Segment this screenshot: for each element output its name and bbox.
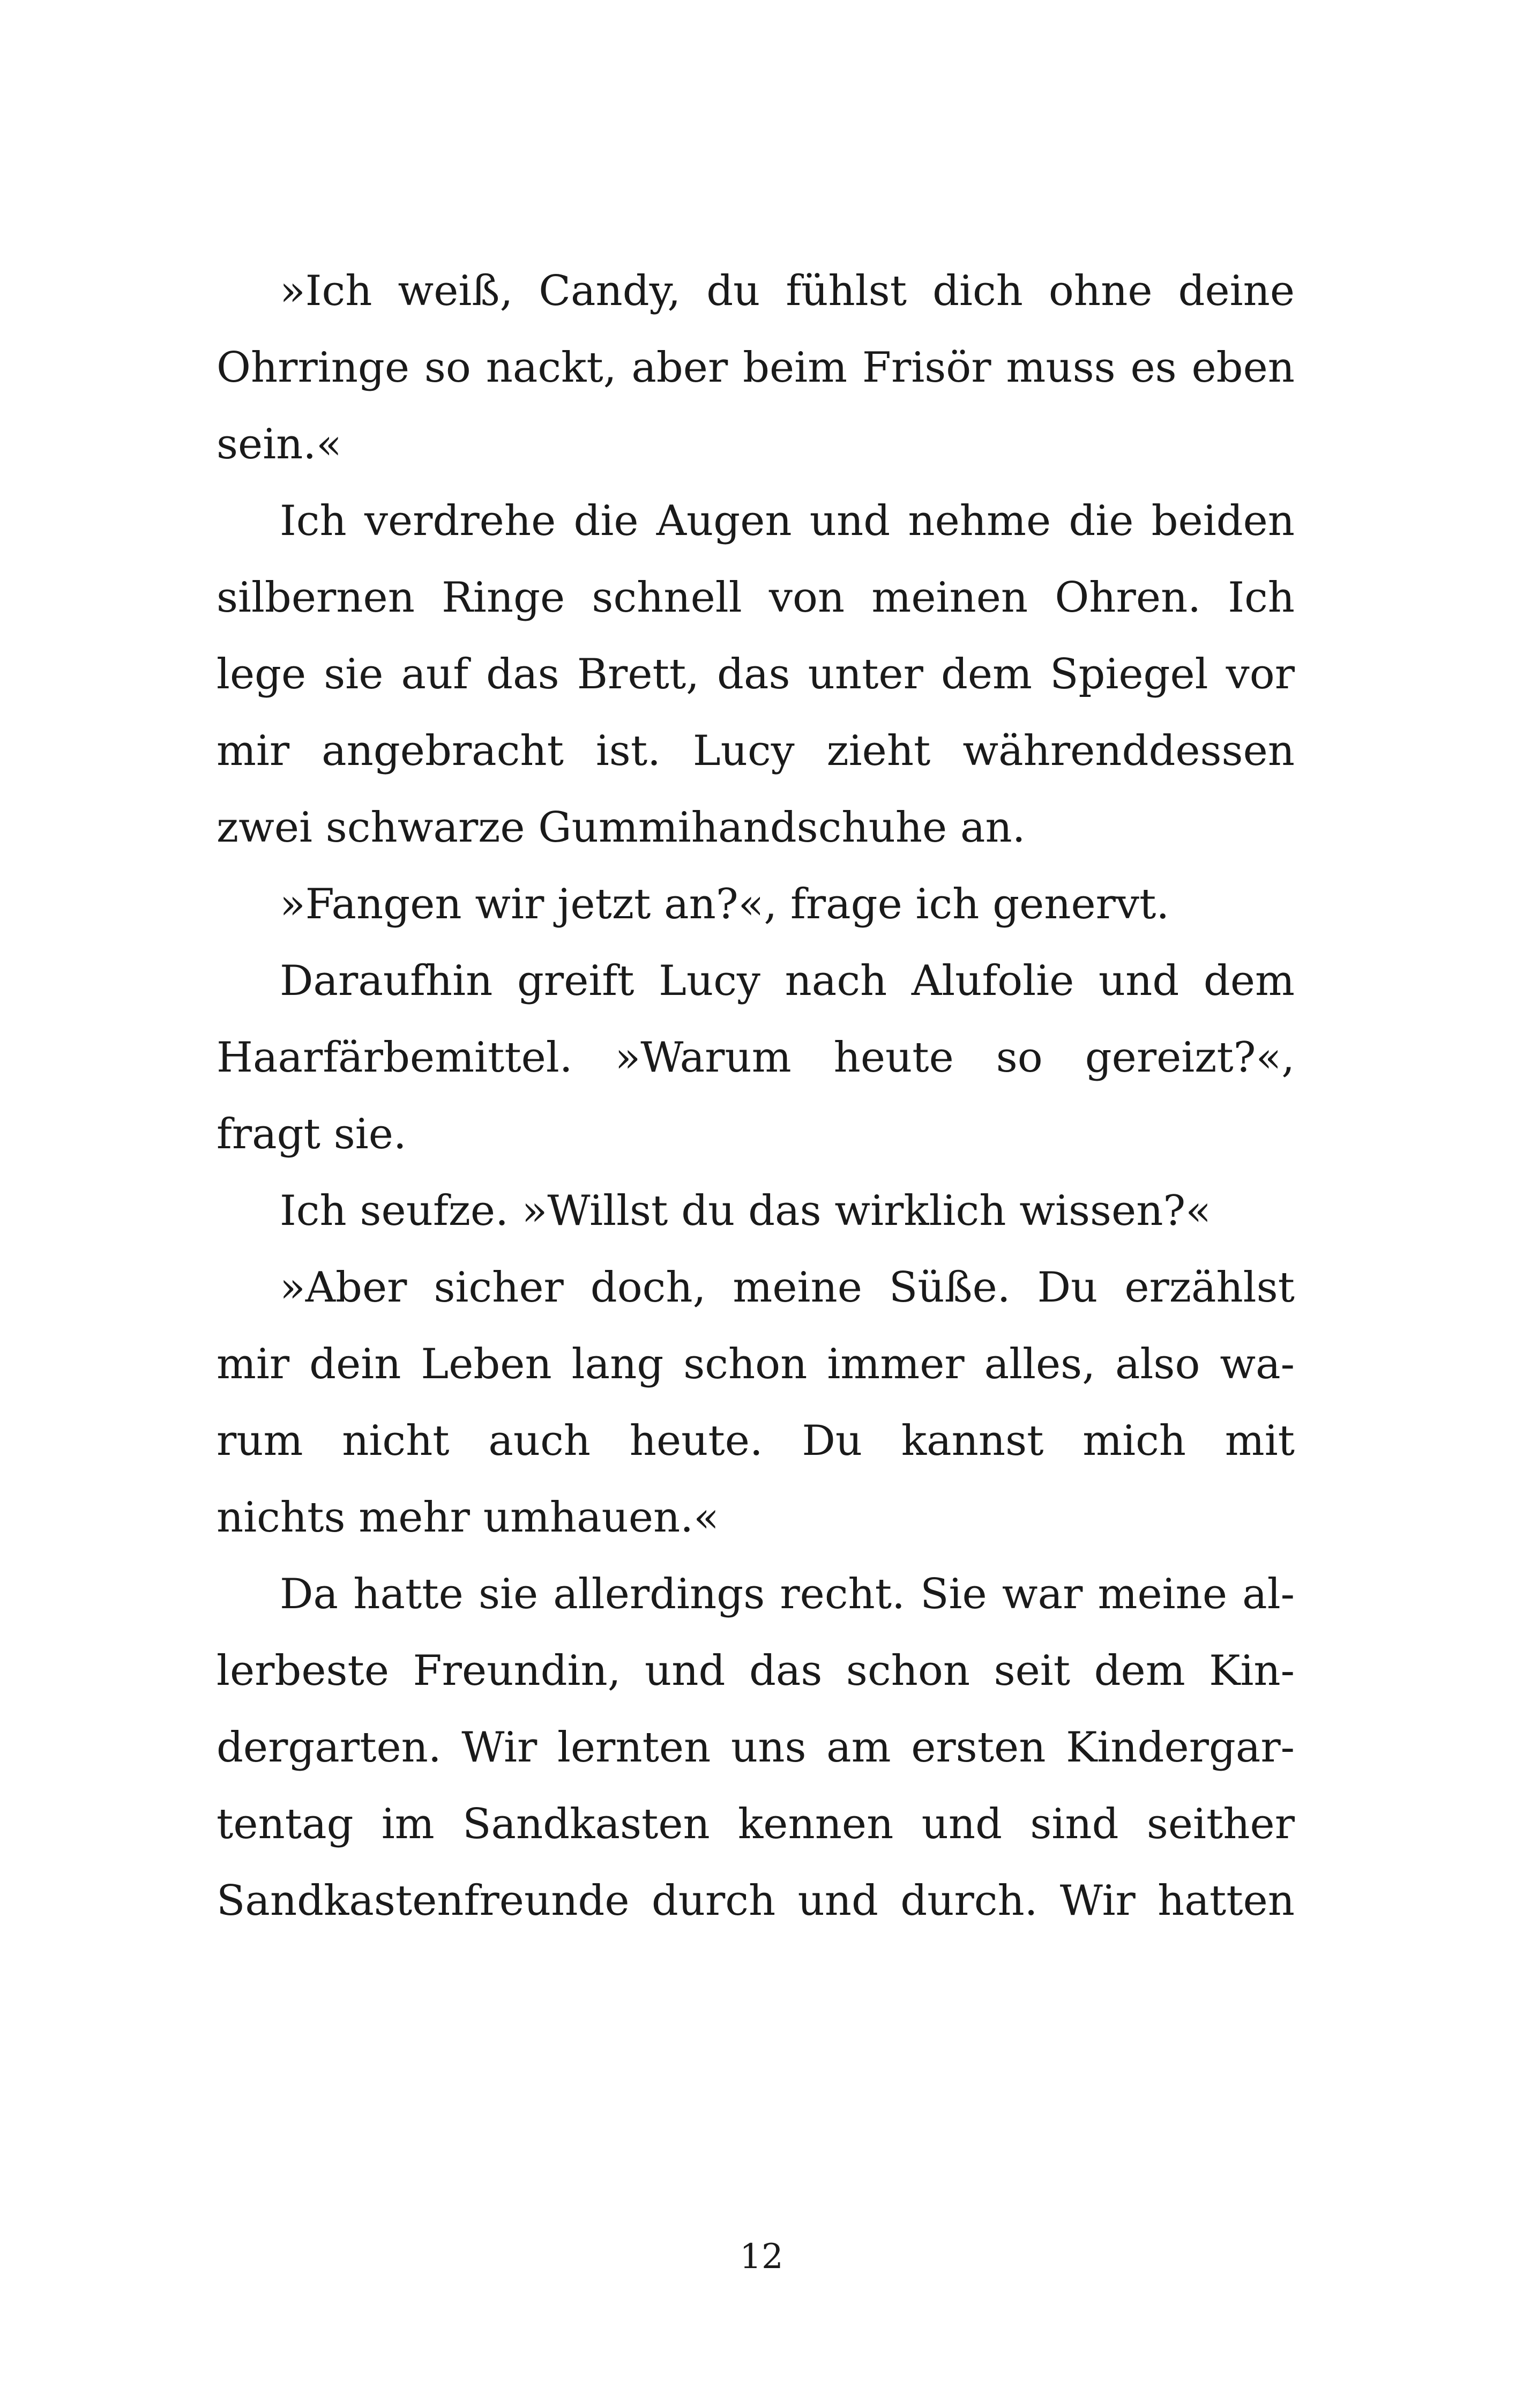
text-line: lerbeste Freundin, und das schon seit dem Kin-	[216, 1647, 1295, 1695]
text-line: mir dein Leben lang schon immer alles, also wa-	[216, 1340, 1295, 1388]
text-line: Ich seufze. »Willst du das wirklich wissen?«	[280, 1187, 1211, 1235]
text-line: tentag im Sandkasten kennen und sind seither	[216, 1800, 1295, 1848]
text-line: fragt sie.	[216, 1110, 407, 1158]
text-line: Da hatte sie allerdings recht. Sie war meine al-	[280, 1570, 1295, 1618]
text-line: Haarfärbemittel. »Warum heute so gereizt?«,	[216, 1034, 1295, 1082]
text-line: »Ich weiß, Candy, du fühlst dich ohne deine	[280, 267, 1295, 315]
text-line: nichts mehr umhauen.«	[216, 1493, 719, 1542]
text-line: »Fangen wir jetzt an?«, frage ich genervt.	[280, 880, 1170, 928]
text-line: Sandkastenfreunde durch und durch. Wir hatten	[216, 1877, 1295, 1925]
page-number: 12	[740, 2237, 783, 2277]
text-line: silbernen Ringe schnell von meinen Ohren. Ich	[216, 574, 1295, 622]
text-line: »Aber sicher doch, meine Süße. Du erzählst	[280, 1264, 1295, 1312]
text-line: rum nicht auch heute. Du kannst mich mit	[216, 1417, 1295, 1465]
text-line: Ohrringe so nackt, aber beim Frisör muss es eben	[216, 344, 1295, 392]
text-line: zwei schwarze Gummihandschuhe an.	[216, 804, 1026, 852]
text-line: Ich verdrehe die Augen und nehme die beiden	[280, 497, 1295, 545]
text-line: dergarten. Wir lernten uns am ersten Kindergar-	[216, 1723, 1295, 1772]
text-line: lege sie auf das Brett, das unter dem Spiegel vor	[216, 650, 1295, 698]
text-line: Daraufhin greift Lucy nach Alufolie und dem	[280, 957, 1295, 1005]
text-line: sein.«	[216, 420, 342, 469]
text-line: mir angebracht ist. Lucy zieht währenddessen	[216, 727, 1295, 775]
body-text	[216, 253, 1295, 1939]
